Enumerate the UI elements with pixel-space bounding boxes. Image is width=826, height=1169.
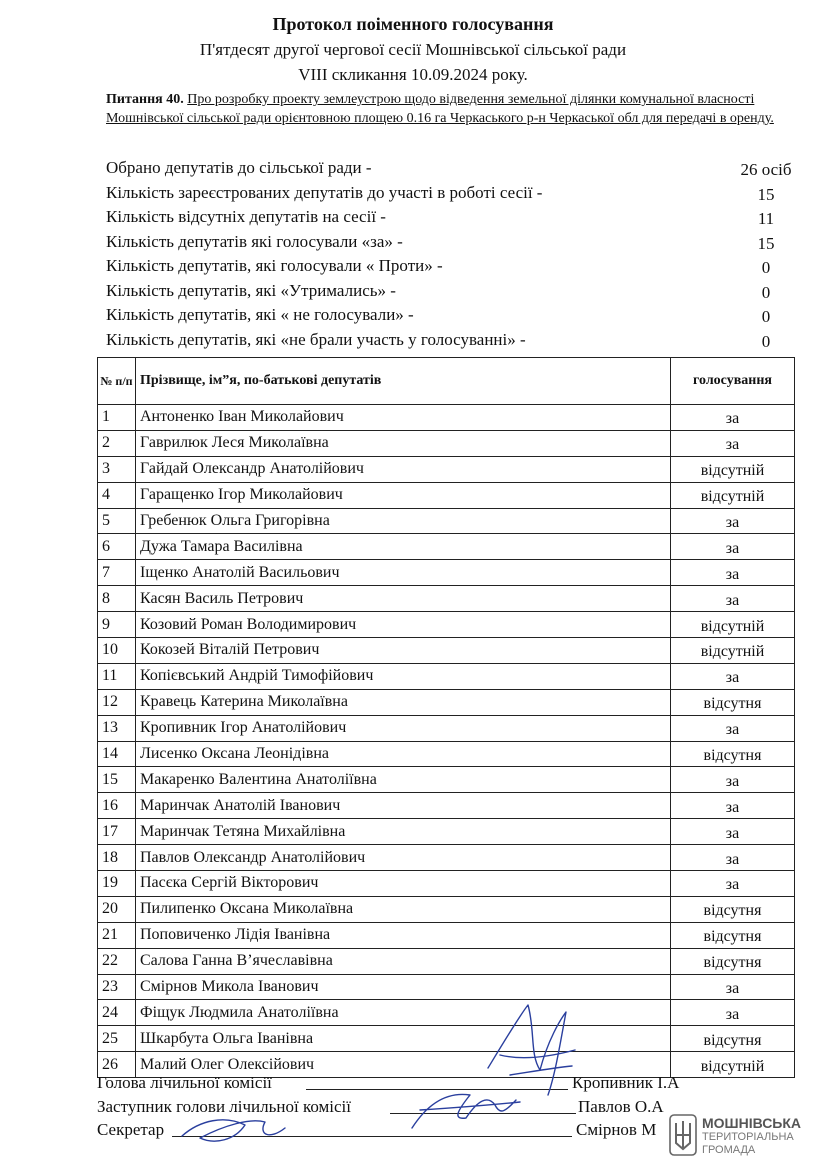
stat-label: Кількість депутатів, які « не голосували» - [106,305,414,324]
column-header-name: Прізвище, ім”я, по-батькові депутатів [136,358,671,405]
question-label: Питання 40. [106,92,184,107]
trident-emblem-icon [668,1113,698,1159]
stat-row [106,281,806,306]
secretary-label: Секретар [97,1120,165,1139]
stat-row [106,158,806,183]
deputy-name: Фіщук Людмила Анатоліївна [136,1000,671,1026]
vote-result: за [671,974,795,1000]
vote-result: відсутній [671,482,795,508]
table-row [98,663,795,689]
row-number: 11 [98,663,136,689]
table-row [98,456,795,482]
chair-label: Голова лічильної комісії [97,1073,272,1092]
table-row [98,845,795,871]
table-row [98,612,795,638]
stat-value: 15 [757,184,775,204]
stat-row [106,305,806,330]
vote-result: відсутня [671,948,795,974]
deputy-name: Малий Олег Олексійович [136,1052,671,1078]
stat-label: Обрано депутатів до сільської ради - [106,158,372,177]
table-row [98,871,795,897]
row-number: 13 [98,715,136,741]
vote-result: відсутня [671,1026,795,1052]
row-number: 18 [98,845,136,871]
vote-result: за [671,560,795,586]
row-number: 10 [98,638,136,664]
table-row [98,482,795,508]
stat-label: Кількість депутатів, які «Утримались» - [106,280,396,300]
stat-value: 15 [757,233,775,253]
vote-result: за [671,405,795,431]
table-row [98,638,795,664]
vote-result: відсутня [671,741,795,767]
deputy-name: Кравець Катерина Миколаївна [136,689,671,715]
watermark-line2: ТЕРИТОРІАЛЬНА [702,1131,794,1143]
table-row [98,689,795,715]
row-number: 19 [98,871,136,897]
deputy-name: Гайдай Олександр Анатолійович [136,456,671,482]
table-row [98,1026,795,1052]
deputy-name: Салова Ганна В’ячеславівна [136,948,671,974]
stat-label: Кількість депутатів, які «не брали участь у голосуванні» - [106,329,526,349]
row-number: 16 [98,793,136,819]
vote-result: відсутній [671,638,795,664]
row-number: 12 [98,689,136,715]
table-row [98,405,795,431]
deputy-name: Павлов Олександр Анатолійович [136,845,671,871]
row-number: 3 [98,456,136,482]
watermark-line3: ГРОМАДА [702,1144,756,1156]
stat-value: 26 осіб [740,160,792,179]
deputy-name: Поповиченко Лідія Іванівна [136,922,671,948]
stat-row [106,183,806,208]
table-row [98,534,795,560]
vote-table [97,357,795,1078]
deputy-name: Смірнов Микола Іванович [136,974,671,1000]
session-subtitle: П'ятдесят другої чергової сесії Мошнівської сільської ради [199,40,627,59]
row-number: 14 [98,741,136,767]
vote-result: за [671,819,795,845]
vote-result: за [671,793,795,819]
community-watermark [668,1113,818,1161]
vote-result: за [671,586,795,612]
table-header-row [98,358,795,405]
row-number: 22 [98,948,136,974]
row-number: 1 [98,405,136,431]
vote-result: за [671,767,795,793]
stat-row [106,232,806,257]
row-number: 2 [98,430,136,456]
vote-result: за [671,430,795,456]
document-title: Протокол поіменного голосування [272,14,554,34]
table-row [98,715,795,741]
deputy-name: Касян Василь Петрович [136,586,671,612]
vote-result: відсутній [671,612,795,638]
stat-value: 11 [757,209,775,228]
deputy-name: Іщенко Анатолій Васильович [136,560,671,586]
table-row [98,741,795,767]
stat-value: 0 [761,331,771,351]
deputy-name: Пасєка Сергій Вікторович [136,871,671,897]
stat-label: Кількість депутатів, які голосували « Проти» - [106,256,443,275]
deputy-name: Кропивник Ігор Анатолійович [136,715,671,741]
row-number: 15 [98,767,136,793]
vote-result: за [671,663,795,689]
vote-result: за [671,1000,795,1026]
row-number: 9 [98,612,136,638]
vote-statistics [106,158,806,354]
secretary-signature-scribble [182,1120,285,1141]
stat-label: Кількість депутатів які голосували «за» - [106,231,403,251]
table-row [98,948,795,974]
stat-row [106,330,806,355]
deputy-name: Копієвський Андрій Тимофійович [136,663,671,689]
deputy-chair-name: Павлов О.А [578,1097,664,1116]
table-row [98,1000,795,1026]
column-header-vote: голосування [671,358,795,405]
table-row [98,896,795,922]
vote-result: за [671,508,795,534]
table-row [98,793,795,819]
deputy-name: Маринчак Анатолій Іванович [136,793,671,819]
row-number: 25 [98,1026,136,1052]
row-number: 23 [98,974,136,1000]
row-number: 7 [98,560,136,586]
deputy-name: Кокозей Віталій Петрович [136,638,671,664]
chair-name: Кропивник І.А [572,1073,680,1092]
question-block [106,90,796,128]
row-number: 8 [98,586,136,612]
chair-signature-line [306,1089,568,1090]
secretary-name: Смірнов М [576,1120,657,1139]
stat-value: 0 [761,307,771,326]
vote-result: за [671,845,795,871]
row-number: 20 [98,896,136,922]
vote-result: відсутня [671,689,795,715]
deputy-name: Шкарбута Ольга Іванівна [136,1026,671,1052]
deputy-name: Гаращенко Ігор Миколайович [136,482,671,508]
row-number: 24 [98,1000,136,1026]
table-row [98,922,795,948]
table-row [98,819,795,845]
vote-result: відсутня [671,922,795,948]
convocation-date: VIII скликання 10.09.2024 року. [298,65,528,84]
secretary-signature-line [172,1136,572,1137]
vote-result: за [671,534,795,560]
table-row [98,586,795,612]
table-row [98,560,795,586]
deputy-name: Маринчак Тетяна Михайлівна [136,819,671,845]
row-number: 26 [98,1052,136,1078]
vote-result: відсутній [671,456,795,482]
deputy-chair-label: Заступник голови лічильної комісії [97,1097,352,1116]
vote-result: за [671,715,795,741]
row-number: 21 [98,922,136,948]
stat-label: Кількість зареєстрованих депутатів до участі в роботі сесії - [106,182,543,202]
deputy-name: Макаренко Валентина Анатоліївна [136,767,671,793]
stat-label: Кількість відсутніх депутатів на сесії - [106,207,386,226]
vote-result: відсутній [671,1052,795,1078]
row-number: 6 [98,534,136,560]
watermark-line1: МОШНІВСЬКА [702,1115,802,1131]
row-number: 17 [98,819,136,845]
row-number: 5 [98,508,136,534]
table-row [98,430,795,456]
table-row [98,767,795,793]
stat-row [106,256,806,281]
column-header-number: № п/п [98,358,136,405]
stat-value: 0 [761,282,771,302]
deputy-name: Козовий Роман Володимирович [136,612,671,638]
row-number: 4 [98,482,136,508]
deputy-name: Гребенюк Ольга Григорівна [136,508,671,534]
vote-result: за [671,871,795,897]
stat-value: 0 [761,258,771,277]
deputy-name: Антоненко Іван Миколайович [136,405,671,431]
stat-row [106,207,806,232]
deputy-signature-scribble [412,1094,520,1128]
deputy-name: Дужа Тамара Василівна [136,534,671,560]
deputy-name: Пилипенко Оксана Миколаївна [136,896,671,922]
table-row [98,974,795,1000]
deputy-name: Лисенко Оксана Леонідівна [136,741,671,767]
table-row [98,508,795,534]
vote-result: відсутня [671,896,795,922]
question-text: Про розробку проекту землеустрою щодо відведення земельної ділянки комунальної власності Мошнівської сільської ради орієнтовною площею 0.16 га Черкаського р-н Черкаської обл для передачі в оренду. [106,92,774,126]
deputy-name: Гаврилюк Леся Миколаївна [136,430,671,456]
deputy-signature-line [390,1113,576,1114]
